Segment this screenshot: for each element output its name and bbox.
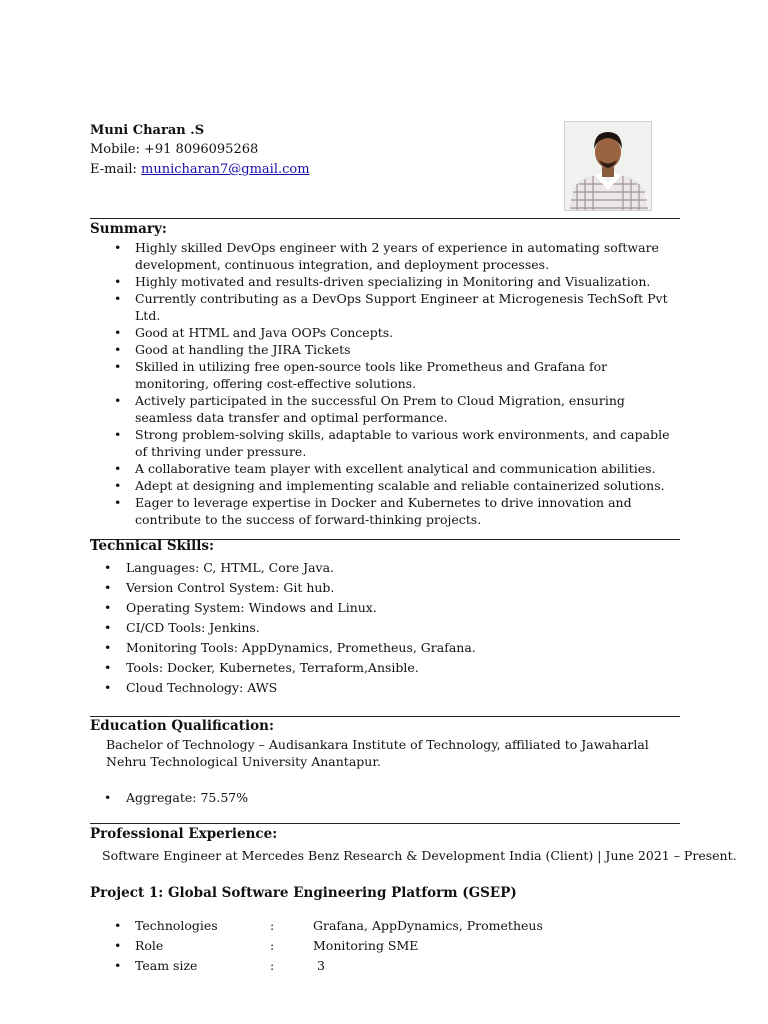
summary-item: • Highly motivated and results-driven specializing in Monitoring and Visualization. bbox=[114, 273, 680, 290]
skill-item: • Monitoring Tools: AppDynamics, Prometheus, Grafana. bbox=[104, 639, 674, 659]
summary-item: • Highly skilled DevOps engineer with 2 years of experience in automating software development, continuous integration, and deployment processes. bbox=[114, 239, 680, 273]
summary-item: • Actively participated in the successful On Prem to Cloud Migration, ensuring seamless data transfer and optimal performance. bbox=[114, 392, 680, 426]
skills-list bbox=[104, 559, 674, 699]
education-divider bbox=[90, 716, 680, 717]
summary-item: • Currently contributing as a DevOps Support Engineer at Microgenesis TechSoft Pvt Ltd. bbox=[114, 290, 680, 324]
summary-heading: Summary: bbox=[90, 221, 167, 237]
experience-divider bbox=[90, 823, 680, 824]
summary-item: • A collaborative team player with excellent analytical and communication abilities. bbox=[114, 460, 680, 477]
skill-item: • Languages: C, HTML, Core Java. bbox=[104, 559, 674, 579]
project-heading: Project 1: Global Software Engineering Platform (GSEP) bbox=[90, 885, 517, 901]
project-details-list bbox=[114, 917, 674, 977]
summary-divider bbox=[90, 218, 680, 219]
profile-photo-image bbox=[565, 122, 651, 210]
summary-item: • Adept at designing and implementing scalable and reliable containerized solutions. bbox=[114, 477, 680, 494]
summary-item: • Good at handling the JIRA Tickets bbox=[114, 341, 680, 358]
skills-heading: Technical Skills: bbox=[90, 538, 214, 554]
email-link[interactable]: municharan7@gmail.com bbox=[141, 162, 310, 177]
summary-item: • Strong problem-solving skills, adaptable to various work environments, and capable of thriving under pressure. bbox=[114, 426, 680, 460]
email-line bbox=[90, 162, 310, 177]
experience-line: Software Engineer at Mercedes Benz Research & Development India (Client) | June 2021 – Present. bbox=[102, 848, 737, 863]
education-aggregate: • Aggregate: 75.57% bbox=[104, 789, 674, 809]
skill-item: • CI/CD Tools: Jenkins. bbox=[104, 619, 674, 639]
project-detail-key: • Role bbox=[135, 938, 164, 953]
email-label: E-mail: bbox=[90, 162, 142, 177]
skill-item: • Cloud Technology: AWS bbox=[104, 679, 674, 699]
project-detail-value: 3 bbox=[313, 958, 325, 973]
project-detail-separator: : bbox=[270, 958, 275, 973]
experience-heading: Professional Experience: bbox=[90, 826, 278, 842]
skill-item: • Tools: Docker, Kubernetes, Terraform,Ansible. bbox=[104, 659, 674, 679]
project-detail-key: • Technologies bbox=[135, 918, 218, 933]
project-detail-value: Grafana, AppDynamics, Prometheus bbox=[313, 918, 543, 933]
profile-photo bbox=[564, 121, 652, 211]
education-degree-line-2: Nehru Technological University Anantapur. bbox=[106, 754, 381, 769]
project-detail-row bbox=[114, 937, 674, 957]
mobile-label: Mobile: bbox=[90, 142, 144, 157]
summary-item: • Skilled in utilizing free open-source tools like Prometheus and Grafana for monitoring, offering cost-effective solutions. bbox=[114, 358, 680, 392]
mobile-line bbox=[90, 142, 258, 157]
candidate-name: Muni Charan .S bbox=[90, 123, 205, 138]
education-list bbox=[104, 789, 674, 809]
summary-item: • Good at HTML and Java OOPs Concepts. bbox=[114, 324, 680, 341]
project-detail-separator: : bbox=[270, 918, 275, 933]
skill-item: • Operating System: Windows and Linux. bbox=[104, 599, 674, 619]
summary-list bbox=[114, 239, 680, 528]
project-detail-separator: : bbox=[270, 938, 275, 953]
project-detail-value: Monitoring SME bbox=[313, 938, 419, 953]
skill-item: • Version Control System: Git hub. bbox=[104, 579, 674, 599]
summary-item: • Eager to leverage expertise in Docker and Kubernetes to drive innovation and contribute to the success of forward-thinking projects. bbox=[114, 494, 680, 528]
project-detail-row bbox=[114, 957, 674, 977]
education-heading: Education Qualification: bbox=[90, 718, 274, 734]
project-detail-row bbox=[114, 917, 674, 937]
education-degree-line-1: Bachelor of Technology – Audisankara Institute of Technology, affiliated to Jawaharlal bbox=[106, 737, 649, 752]
project-detail-key: • Team size bbox=[135, 958, 198, 973]
mobile-number: +91 8096095268 bbox=[143, 142, 259, 157]
